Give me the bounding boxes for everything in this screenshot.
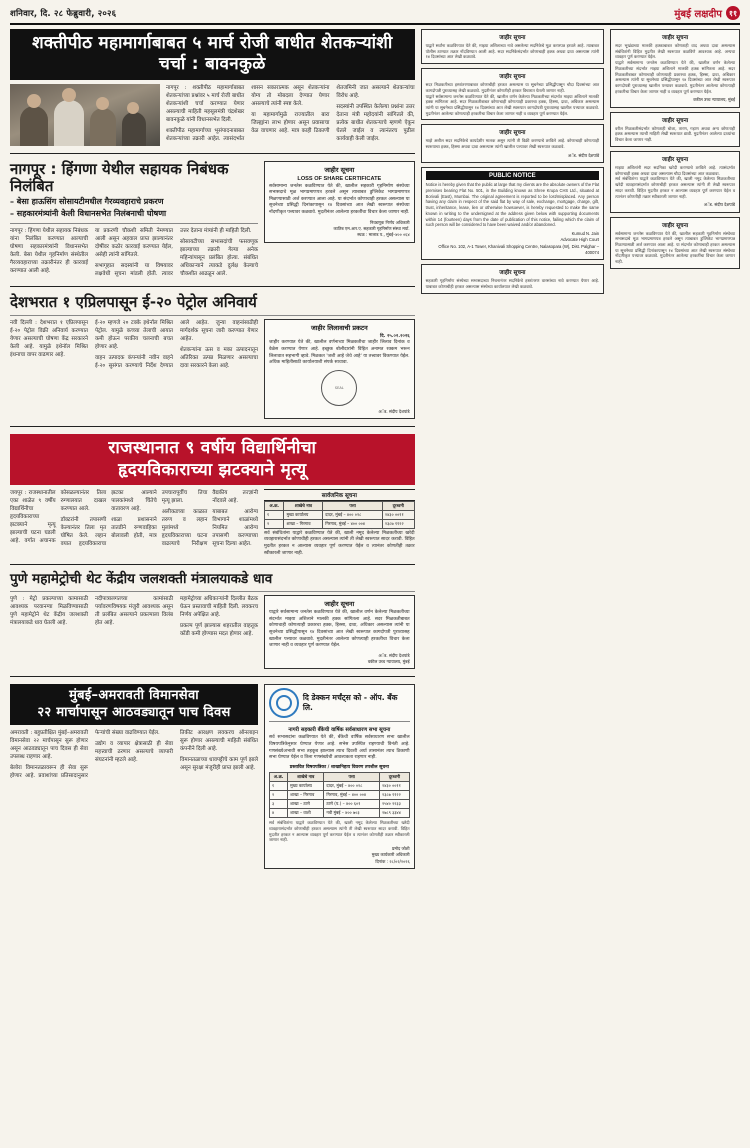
- story2-para: या प्रकरणी चौकशी समिती नेमण्यात आली असून अहवाल प्राप्त झाल्यानंतर दोषींवर कठोर कारवाई करण्यात येईल, असेही त्यांनी सांगितले.: [95, 227, 173, 259]
- page-number-badge: ११: [726, 6, 740, 20]
- table-cell: २४३० ००११: [382, 510, 414, 519]
- table-cell: ३: [270, 800, 288, 809]
- notice-body: सर्वसामान्य जनतेस कळविण्यात येते की, खालील सहकारी गृहनिर्माण संस्थेच्या सभासदाचे मूळ भागप्रमाणपत्र हरवले असून त्याबाबत डुप्लिकेट भागप्रमाणपत्र मिळण्यासाठी अर्ज करण्यात आला आहे. या संदर्भात कोणाचाही हरकत असल्यास या सूचनेच्या प्रसिद्धी दिनांकापासून १४ दिवसांच्या आत लेखी स्वरूपात संस्थेच्या नोंदणीकृत पत्त्यावर कळवावे. मुदतीनंतर आलेल्या हरकतींचा विचार केला जाणार नाही.: [269, 183, 410, 216]
- lead-para: शक्तीपीठ महामार्गाच्या भूसंपादनाबाबत शेतकऱ्यांच्या तक्रारी आहेत. त्यासंदर्भात शासन सकारात्मक असून शेतकऱ्यांना योग्य तो मोबदला देण्यात येणार असल्याचे त्यांनी स्पष्ट केले.: [166, 84, 330, 143]
- story4-headline-line1: राजस्थानात ९ वर्षीय विद्यार्थिनीचा: [108, 438, 317, 459]
- public-notice-title: PUBLIC NOTICE: [426, 171, 599, 180]
- side-notice-title: जाहीर सूचना: [661, 35, 689, 41]
- table-cell: २: [265, 519, 284, 528]
- side-notice-body: सर्वसामान्य जनतेस कळविण्यात येते की, खालील सहकारी गृहनिर्माण संस्थेच्या सभासदाचे मूळ भागप्रमाणपत्र हरवले असून त्याबाबत डुप्लिकेट भागप्रमाणपत्र मिळण्यासाठी अर्ज करण्यात आला आहे. या संदर्भात कोणाचाही हरकत असल्यास या सूचनेच्या प्रसिद्धी दिनांकापासून १४ दिवसांच्या आत लेखी स्वरूपात संस्थेच्या नोंदणीकृत पत्त्यावर कळवावे. मुदतीनंतर आलेल्या हरकतींचा विचार केला जाणार नाही.: [615, 230, 736, 265]
- story3-para: वाहन उत्पादक कंपन्यांनी नवीन वाहने ई-२० सुसंगत करण्याचे निर्देश देण्यात आले आहेत. जुन्या वाहनांसाठीही मार्गदर्शक सूचना जारी करण्यात येणार आहेत.: [95, 319, 258, 370]
- side-notice-title: जाहीर सूचना: [661, 156, 689, 163]
- bank-ad-body: सर्व सभासदांना कळविण्यात येते की, बँकेची वार्षिक सर्वसाधारण सभा खालील विषयपत्रिकेनुसार घेण्यात येणार आहे. सभेस उपस्थित राहण्याची विनंती आहे. गणसंख्येअभावी सभा तहकूब झाल्यास त्याच दिवशी अर्धा तासानंतर त्याच ठिकाणी सभा घेण्यात येईल व तिला गणसंख्येची आवश्यकता राहणार नाही.: [269, 735, 410, 761]
- table-header-cell: शाखेचे नाव: [288, 773, 324, 782]
- notice-title-mr: जाहीर सूचना: [324, 165, 355, 174]
- story5-para: महामेट्रोच्या अधिकाऱ्यांनी दिल्लीत बैठक घेऊन प्रस्तावाची माहिती दिली. लवकरच निर्णय अपेक्षित आहे.: [180, 595, 258, 619]
- side-notice: [610, 217, 740, 269]
- table-cell: २: [270, 791, 288, 800]
- story3-headline: देशभरात १ एप्रिलपासून ई-२० पेट्रोल अनिवार्य: [10, 293, 257, 312]
- table-cell: २३८७ ११२२: [380, 791, 410, 800]
- side-notice-title: जाहीर सूचना: [499, 35, 526, 41]
- story2-block: [10, 161, 415, 280]
- side-notice-body: याद्वारे सर्वसामान्य जनतेस कळविण्यात येते की, खालील वर्णन केलेल्या मिळकतीच्या संदर्भात माझ्या अशिलाने मालकी हक्क सांगितला आहे. सदर मिळकतीबाबत कोणाचाही कोणत्याही प्रकारचा हक्क, हिस्सा, दावा, अधिकार असल्यास त्यांनी या सूचनेच्या प्रसिद्धीपासून १४ दिवसांच्या आत लेखी स्वरूपात कागदोपत्री पुराव्यासह खालील पत्त्यावर कळवावे. मुदतीनंतर आलेल्या कोणत्याही हरकतीचा विचार केला जाणार नाही व व्यवहार पूर्ण करण्यात येईल.: [425, 93, 600, 116]
- table-cell: ठाणे (प.) – ४०० ६०१: [324, 800, 380, 809]
- story6-body: [10, 729, 258, 781]
- divider: [10, 676, 415, 677]
- main-editorial-column: [10, 29, 415, 1137]
- table-header-row: [270, 773, 410, 782]
- side-notice-signature: अॅड. संदीप देशपांडे: [567, 152, 600, 158]
- side-notice-title: जाहीर सूचना: [499, 130, 526, 137]
- story2-para: नागपूर : हिंगणा येथील सहायक निबंधक यांना निलंबित करण्यात आल्याची घोषणा सहकारमंत्र्यांनी विधानसभेत केली. बेसा येथील गृहनिर्माण संस्थेतील गैरव्यवहाराच्या तक्रारीनंतर ही कारवाई करण्यात आली आहे.: [10, 227, 88, 275]
- story6-para: अमरावती : बहुप्रतीक्षित मुंबई–अमरावती विमानसेवा २२ मार्चपासून सुरू होणार असून आठवड्यातून पाच दिवस ही सेवा उपलब्ध राहणार आहे.: [10, 729, 88, 761]
- side-notice: [421, 264, 604, 293]
- lead-headline: शक्तीपीठ महामार्गाबाबत ५ मार्च रोजी बाधीत शेतकऱ्यांशी चर्चा : बावनकुळे: [10, 29, 415, 80]
- story6-para: तिकीट आरक्षण लवकरच ऑनलाइन सुरू होणार असल्याची माहिती संबंधित कंपनीने दिली आहे.: [180, 729, 258, 753]
- notice-signature-org: कातिब एम.आर.ए. सहकारी गृहनिर्माण संस्था मर्या.: [333, 226, 410, 232]
- bank-signature-role: मुख्य कार्यकारी अधिकारी: [371, 852, 410, 858]
- story2-para: सभागृहात सदस्यांनी या विषयावर लक्षवेधी सूचना मांडली होती. त्यावर उत्तर देताना मंत्र्यांनी ही माहिती दिली.: [95, 227, 252, 278]
- auction-notice-title: जाहीर लिलावाची प्रकटन: [310, 323, 368, 332]
- lead-story: [10, 29, 415, 146]
- notice-signature-role: निवडणूक निर्णय अधिकारी: [369, 219, 410, 225]
- divider: [10, 426, 415, 427]
- story5-para: पुणे : मेट्रो प्रकल्पाच्या कामासाठी आवश्यक परवानग्या मिळविण्यासाठी पुणे महामेट्रोने थेट केंद्रीय जलशक्ती मंत्रालयाकडे धाव घेतली आहे.: [10, 595, 88, 627]
- story2-bullet: – सहकारमंत्र्यांनी केली विधानसभेत निलंबनाची घोषणा: [10, 209, 167, 219]
- table-cell: २७८९ ३३४४: [380, 809, 410, 818]
- table-cell: २५४० २२३३: [380, 800, 410, 809]
- story5-block: [10, 572, 415, 669]
- story6-headline-line1: मुंबई–अमरावती विमानसेवा: [69, 688, 199, 704]
- story6-banner: [10, 684, 258, 725]
- masthead-date: शनिवार, दि. २८ फेब्रुवारी, २०२६: [10, 8, 117, 19]
- side-notice-signature: वकील उच्च न्यायालय, मुंबई: [693, 97, 736, 103]
- side-notice-body: सर्व संबंधितांना याद्वारे कळविण्यात येते की, खाली नमूद केलेल्या मिळकतीच्या खरेदी व्यवहारासंदर्भात कोणाचीही हरकत असल्यास त्यांनी ती लेखी स्वरूपात सादर करावी. विहित मुदतीत हरकत न आल्यास व्यवहार पूर्ण करण्यात येईल व त्यानंतर कोणतीही तक्रार स्वीकारली जाणार नाही.: [615, 176, 736, 199]
- table-cell: नवी मुंबई – ४०० ७०३: [324, 809, 380, 818]
- table-cell: ४: [270, 809, 288, 818]
- public-notice-signature-name: Kumud N. Jain: [571, 230, 600, 236]
- table-header-cell: दूरध्वनी: [380, 773, 410, 782]
- side-notice: [610, 29, 740, 108]
- lead-para: नागपूर : शक्तीपीठ महामार्गाबाबत शेतकऱ्यांच्या प्रश्नांवर ५ मार्च रोजी बाधीत शेतकऱ्यांशी चर्चा करण्यात येणार असल्याची माहिती महसूलमंत्री चंद्रशेखर बावनकुळे यांनी विधानसभेत दिली.: [166, 84, 245, 123]
- side-notice-body: सदर मिळकतीच्या हस्तांतरणाबाबत कोणाचीही हरकत असल्यास या सूचनेच्या प्रसिद्धीपासून चौदा दिवसांच्या आत कागदोपत्री पुराव्यासह लेखी कळवावे. मुदतीनंतर कोणतीही हरकत विचारात घेतली जाणार नाही.: [425, 82, 600, 93]
- side-notice-signature: अॅड. संदीप देशपांडे: [703, 202, 736, 208]
- classified-column-middle: [421, 29, 604, 1137]
- story5-para: नदीपात्रालगतच्या कामांसाठी पर्यावरणविषयक मंजुरी आवश्यक असून ती प्रलंबित असल्याने प्रकल्पाला विलंब होत आहे.: [95, 595, 173, 627]
- story5-body: [10, 595, 258, 670]
- auction-notice-date: दि. २५.०२.२०२६: [380, 333, 410, 339]
- side-notice-title: जाहीर सूचना: [499, 74, 526, 81]
- lead-para: या महामार्गामुळे राज्यातील बारा जिल्ह्यांना लाभ होणार असून प्रवासाचा वेळ वाचणार आहे. मात्र काही ठिकाणी शेतजमिनी जात असल्याने शेतकऱ्यांचा विरोध आहे.: [251, 84, 415, 135]
- public-auction-notice: [264, 319, 415, 420]
- side-notice-body: याद्वारे सर्वसामान्य जनतेस कळविण्यात येते की, खालील वर्णन केलेल्या मिळकतीच्या संदर्भात माझ्या अशिलाने मालकी हक्क सांगितला आहे. सदर मिळकतीबाबत कोणाचाही कोणत्याही प्रकारचा हक्क, हिस्सा, दावा, अधिकार असल्यास त्यांनी या सूचनेच्या प्रसिद्धीपासून १४ दिवसांच्या आत लेखी स्वरूपात कागदोपत्री पुराव्यासह खालील पत्त्यावर कळवावे. मुदतीनंतर आलेल्या कोणत्याही हरकतीचा विचार केला जाणार नाही व व्यवहार पूर्ण करण्यात येईल.: [615, 60, 736, 94]
- table-header-cell: अ.क्र.: [265, 501, 284, 510]
- table-row: [270, 800, 410, 809]
- table-header-cell: दूरध्वनी: [382, 501, 414, 510]
- bank-advertisement: [264, 684, 415, 868]
- table-header-cell: पत्ता: [323, 501, 383, 510]
- side-notice-body: सदर भूखंडाच्या मालकी हक्काबाबत कोणताही वाद अथवा दावा असल्यास संबंधितांनी विहित मुदतीत लेखी स्वरूपात कळविणे आवश्यक आहे. अन्यथा व्यवहार पूर्ण करण्यात येईल.: [615, 43, 736, 60]
- public-notice-signature-role: Advocate High Court: [560, 237, 600, 243]
- story4-para: अलीकडच्या काळात तरुण व लहान मुलांमध्ये हृदयविकाराच्या घटना वाढल्याचे निरीक्षण वैद्यकीय तज्ज्ञांनी नोंदवले आहे.: [161, 489, 258, 548]
- table-cell: शाखा – गिरगाव: [284, 519, 323, 528]
- side-notice: [610, 151, 740, 213]
- story4-body: [10, 489, 258, 558]
- table-cell: १: [270, 782, 288, 791]
- public-notice-signature-addr: Office No. 102, A-1 Tower, Khanivali Shopping Centre, Nalasopara (W), Dist. Palghar – 400074: [438, 243, 600, 255]
- story3-para: शेतकऱ्यांना ऊस व मका उत्पादनातून अतिरिक्त उत्पन्न मिळणार असल्याचा दावा सरकारने केला आहे.: [180, 347, 258, 370]
- table-cell: २४३० ००११: [380, 782, 410, 791]
- story4-headline-line2: हृदयविकाराच्या झटक्याने मृत्यू: [118, 459, 307, 480]
- court-notice-body: याद्वारे सर्वसामान्य जनतेस कळविण्यात येते की, खालील वर्णन केलेल्या मिळकतीच्या संदर्भात माझ्या अशिलाने मालकी हक्क सांगितला आहे. सदर मिळकतीबाबत कोणाचाही कोणत्याही प्रकारचा हक्क, हिस्सा, दावा, अधिकार असल्यास त्यांनी या सूचनेच्या प्रसिद्धीपासून १४ दिवसांच्या आत लेखी स्वरूपात कागदोपत्री पुराव्यासह खालील पत्त्यावर कळवावे. मुदतीनंतर आलेल्या कोणत्याही हरकतीचा विचार केला जाणार नाही व व्यवहार पूर्ण करण्यात येईल.: [269, 609, 410, 649]
- story5-para: प्रकल्प पूर्ण झाल्यास शहरातील वाहतूक कोंडी कमी होण्यास मदत होणार आहे.: [180, 623, 258, 638]
- divider: [10, 153, 415, 154]
- tender-notice-body: सर्व संबंधितांना याद्वारे कळविण्यात येते की, खाली नमूद केलेल्या मिळकतीच्या खरेदी व्यवहारासंदर्भात कोणाचीही हरकत असल्यास त्यांनी ती लेखी स्वरूपात सादर करावी. विहित मुदतीत हरकत न आल्यास व्यवहार पूर्ण करण्यात येईल व त्यानंतर कोणतीही तक्रार स्वीकारली जाणार नाही.: [264, 530, 415, 556]
- table-row: [265, 510, 415, 519]
- public-notice-body: Notice is hereby given that the public at large that my clients are the absolute owners of the Flat premises bearing Flat No. 501, in the Building known as Shree Krupa CHS Ltd., situated at Borivali (East), Mumbai. The original agreement is reported to be lost/misplaced. Any person having any claim in respect of the said flat by way of sale, exchange, mortgage, charge, gift, trust, inheritance, lease, lien or otherwise howsoever, is hereby requested to make the same known in writing to the undersigned at the address given below with supporting documents within 14 (fourteen) days from the date of publication of this notice, failing which the claim of such person will be considered to have been waived and/or abandoned.: [425, 182, 600, 228]
- story3-block: [10, 294, 415, 419]
- story6-block: [10, 684, 415, 868]
- table-cell: शाखा – गिरगाव: [288, 791, 324, 800]
- story5-headline: पुणे महामेट्रोची थेट केंद्रीय जलशक्ती मंत्रालयाकडे धाव: [10, 571, 273, 588]
- table-row: [270, 782, 410, 791]
- story3-body: [10, 319, 258, 420]
- table-header-row: [265, 501, 415, 510]
- court-notice-signature-name: अॅड. संदीप देशपांडे: [378, 652, 410, 658]
- notice-signature-addr: स्थळ : मालाड प., मुंबई–४०० ०६४: [357, 232, 410, 238]
- bank-ad-subtitle: नागरी सहकारी बँकेची वार्षिक सर्वसाधारण सभा सूचना: [288, 727, 391, 734]
- court-notice-title: जाहीर सूचना: [324, 599, 355, 608]
- table-cell: मुख्य कार्यालय: [288, 782, 324, 791]
- bank-signature-date: दिनांक : २८/०२/२०२६: [375, 858, 410, 864]
- side-notice: [421, 68, 604, 120]
- story4-banner: [10, 434, 415, 485]
- story3-para: ई-२० म्हणजे २० टक्के इथेनॉल मिश्रित पेट्रोल. यामुळे कच्च्या तेलाची आयात कमी होऊन परकीय चलनाची बचत होणार आहे.: [95, 319, 173, 351]
- side-notice-title: जाहीर सूचना: [499, 270, 526, 277]
- table-cell: मुख्य कार्यालय: [284, 510, 323, 519]
- table-row: [265, 519, 415, 528]
- story2-para: सोसायटीच्या सभासदांची फसवणूक झाल्याच्या तक्रारी गेल्या अनेक महिन्यांपासून प्रलंबित होत्या. संबंधित अधिकाऱ्याने त्याकडे दुर्लक्ष केल्याचे चौकशीत आढळून आले.: [180, 238, 258, 278]
- story6-para: उद्योग व व्यापार क्षेत्रासाठी ही सेवा महत्त्वाची ठरणार असल्याचे व्यापारी संघटनांनी म्हटले आहे.: [95, 741, 173, 764]
- lead-photo: [10, 84, 160, 146]
- court-public-notice: [264, 595, 415, 670]
- table-cell: गिरगाव, मुंबई – ४०० ००४: [323, 519, 383, 528]
- side-notice-body: सहकारी गृहनिर्माण संस्थेच्या सभासदाच्या निधनानंतर सदनिकेचे हस्तांतरण वारसांच्या नावे करण्यात येणार आहे. याबाबत कोणाचीही हरकत असल्यास संस्थेच्या कार्यालयात लेखी कळवावे.: [425, 278, 600, 289]
- public-notice-english: [421, 167, 604, 260]
- table-cell: दादर, मुंबई – ४०० ०२८: [324, 782, 380, 791]
- side-notice-body: माझे अशील सदर सदनिकेचे कायदेशीर मालक असून त्यांनी ती विक्री करण्याचे ठरविले आहे. कोणाचाही कोणत्याही स्वरूपाचा हक्क, हिस्सा अथवा दावा असल्यास त्यांनी खालील पत्त्यावर लेखी स्वरूपात कळवावे.: [425, 138, 600, 150]
- bank-name: दि डेक्कन मर्चंट्स को - ऑप. बँक लि.: [302, 693, 398, 713]
- table-header-cell: पत्ता: [324, 773, 380, 782]
- story4-para: शाळा प्रशासनाने तातडीने रुग्णवाहिका बोलावली होती, मात्र उपचारापूर्वीच तिचा मृत्यू झाला.: [111, 489, 208, 540]
- court-notice-signature-role: वकील उच्च न्यायालय, मुंबई: [367, 659, 410, 665]
- table-cell: शाखा – ठाणे: [288, 800, 324, 809]
- table-row: [270, 791, 410, 800]
- story2-body: [10, 227, 258, 280]
- table-header-cell: अ.क्र.: [270, 773, 288, 782]
- tender-notice-title: सार्वजनिक सूचना: [264, 489, 415, 501]
- story2-headline: नागपूर : हिंगणा येथील सहायक निबंधक निलंबित: [10, 159, 229, 195]
- table-cell: १: [265, 510, 284, 519]
- lead-body: [166, 84, 415, 146]
- bank-logo-icon: [269, 688, 299, 718]
- side-notice-title: जाहीर सूचना: [661, 222, 689, 229]
- story4-para: जयपूर : राजस्थानातील एका शाळेत ९ वर्षीय विद्यार्थिनीचा हृदयविकाराच्या झटक्याने मृत्यू झाल्याची घटना घडली आहे. वर्गात अचानक कोसळल्यानंतर तिला रुग्णालयात दाखल करण्यात आले.: [10, 489, 107, 545]
- table-cell: २३८७ ११२२: [382, 519, 414, 528]
- classified-column-right: [610, 29, 740, 1137]
- table-cell: गिरगाव, मुंबई – ४०० ००४: [324, 791, 380, 800]
- loss-of-share-notice: [264, 161, 415, 243]
- bank-branch-table: [269, 772, 410, 818]
- masthead: [10, 6, 740, 25]
- bank-table-title: प्रस्तावित विषयपत्रिका / शाखानिहाय विवरण तपशील सूचना: [289, 765, 389, 771]
- lead-para: सदस्यांनी उपस्थित केलेल्या प्रश्नांना उत्तर देताना मंत्री महोदयांनी सांगितले की, प्रत्येक बाधीत शेतकऱ्याचे म्हणणे ऐकून घेतले जाईल व त्यानंतरच पुढील कार्यवाही केली जाईल.: [336, 103, 415, 143]
- table-row: [270, 809, 410, 818]
- side-notice: [610, 112, 740, 147]
- bank-ad-footnote: सर्व संबंधितांना याद्वारे कळविण्यात येते की, खाली नमूद केलेल्या मिळकतीच्या खरेदी व्यवहारासंदर्भात कोणाचीही हरकत असल्यास त्यांनी ती लेखी स्वरूपात सादर करावी. विहित मुदतीत हरकत न आल्यास व्यवहार पूर्ण करण्यात येईल व त्यानंतर कोणतीही तक्रार स्वीकारली जाणार नाही.: [269, 820, 410, 843]
- page-grid: [10, 29, 740, 1137]
- story4-para: डॉक्टरांनी तपासणी केल्यानंतर तिला मृत घोषित केले. लहान वयात हृदयविकाराचा झटका आल्याने पालकांमध्ये चिंतेचे वातावरण आहे.: [60, 489, 157, 548]
- story3-para: नवी दिल्ली : देशभरात १ एप्रिलपासून ई-२० पेट्रोल विक्री अनिवार्य करण्यात येणार असल्याची घोषणा केंद्र सरकारने केली आहे. यामुळे इथेनॉल मिश्रित इंधनाचा वापर वाढणार आहे.: [10, 319, 88, 359]
- masthead-brand: मुंबई लक्षदीप: [674, 9, 722, 20]
- table-cell: दादर, मुंबई – ४०० ०२८: [323, 510, 383, 519]
- side-notice-body: माझ्या अशिलांनी सदर सदनिका खरेदी करण्याचे ठरविले आहे. त्यासंदर्भात कोणाचाही हक्क अथवा दावा असल्यास चौदा दिवसांच्या आत कळवावा.: [615, 164, 736, 176]
- seal-stamp: SEAL: [321, 370, 357, 406]
- story6-para: विमानतळाच्या धावपट्टीचे काम पूर्ण झाले असून सुरक्षा मंजुरीही प्राप्त झाली आहे.: [180, 757, 258, 772]
- auction-notice-body: जाहीर करण्यात येते की, खालील वर्णनाच्या मिळकतीचा जाहीर लिलाव दिनांक व वेळेस करण्यात येणार आहे. इच्छुक बोलीदारांनी विहित अनामत रक्कम भरून लिलावात सहभागी व्हावे. मिळकत 'जशी आहे जेथे आहे' या तत्त्वावर विकण्यात येईल. अधिक माहितीसाठी कार्यालयाशी संपर्क साधावा.: [269, 340, 410, 366]
- story4-para: याबाबत आरोग्य विभागाने शाळांमध्ये नियमित आरोग्य तपासणी करण्याच्या सूचना दिल्या आहेत.: [212, 508, 258, 548]
- divider: [10, 564, 415, 565]
- tender-table: [264, 501, 415, 529]
- side-notice-body: याद्वारे सर्वांना कळविण्यात येते की, माझ्या अशिलाच्या नावे असलेल्या सदनिकेचे मूळ करारपत्र हरवले आहे. त्याबाबत पोलीस ठाण्यात तक्रार नोंदविण्यात आली आहे. सदर सदनिकेसंदर्भात कोणाचाही हक्क अथवा दावा असल्यास त्यांनी १४ दिवसांच्या आत लेखी कळवावे.: [425, 43, 600, 60]
- side-notice-title: जाहीर सूचना: [661, 117, 689, 124]
- divider: [10, 286, 415, 287]
- side-notice: [421, 29, 604, 64]
- table-cell: शाखा – वाशी: [288, 809, 324, 818]
- side-notice: [421, 124, 604, 163]
- story2-bullet: – बेसा हाऊसिंग सोसायटीमधील गैरव्यवहाराचे प्रकरण: [10, 197, 164, 206]
- table-header-cell: शाखेचे नाव: [284, 501, 323, 510]
- story4-block: [10, 434, 415, 557]
- side-notice-body: वरील मिळकतीसंदर्भात कोणताही बोजा, तारण, गहाण अथवा अन्य कोणताही हक्क असल्यास त्याची माहिती लेखी स्वरूपात द्यावी. मुदतीनंतर आलेल्या दाव्यांचा विचार केला जाणार नाही.: [615, 125, 736, 143]
- auction-notice-signature: अॅड. संदीप देशपांडे: [378, 408, 410, 414]
- notice-title-en: LOSS OF SHARE CERTIFICATE: [297, 175, 382, 182]
- bank-signature-name: प्रमोद जोशी: [391, 845, 410, 851]
- masthead-brand-group: [674, 6, 740, 20]
- story6-para: बेलोरा विमानतळावरून ही सेवा सुरू होणार आहे. प्रवाशांच्या प्रतिसादानुसार फेऱ्यांची संख्या वाढविण्यात येईल.: [10, 729, 160, 780]
- story6-headline-line2: २२ मार्चापासून आठवड्यातून पाच दिवस: [37, 704, 231, 720]
